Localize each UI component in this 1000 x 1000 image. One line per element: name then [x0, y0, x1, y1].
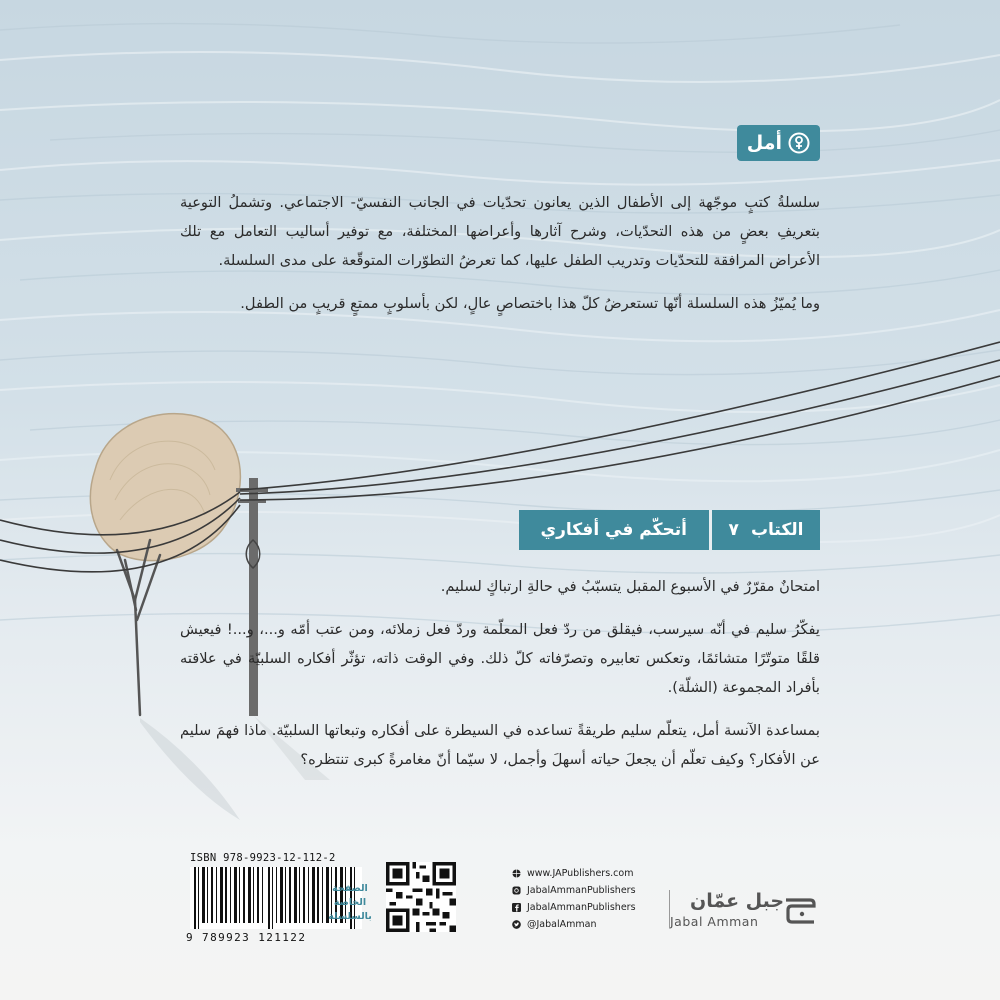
instagram-icon: [512, 886, 521, 895]
book-number: ٧: [728, 520, 739, 540]
series-badge: [737, 125, 820, 161]
qr-code[interactable]: [386, 862, 456, 932]
contact-instagram[interactable]: [512, 882, 636, 899]
publisher-logo: [664, 884, 824, 934]
qr-caption: [320, 882, 380, 924]
synopsis-paragraph: يفكّرُ سليم في أنّه سيرسب، فيقلق من ردّ فعل المعلّمة وردّ فعل زملائه، ومن عتب أمّه و...، و...! فيعيش قلقًا متوتّرًا متشائمًا، وتعكس تعابيره وتصرّفاته كلّ ذلك. وفي الوقت ذاته، تؤثّر أفكاره السلبيّة في علاقته بأفراد المجموعة (الشلّة).: [180, 621, 820, 696]
contact-website[interactable]: [512, 865, 636, 882]
series-description: [180, 188, 820, 332]
contact-text: JabalAmmanPublishers: [527, 885, 636, 896]
qr-caption-line: الصفحة: [332, 883, 368, 894]
synopsis-paragraph: بمساعدة الآنسة أمل، يتعلّم سليم طريقةً تساعده في السيطرة على أفكاره وتبعاتها السلبيّة. ماذا فهمَ سليم عن الأفكار؟ وكيف تعلّم أن يجعلَ حياته أسهلَ وأجمل، لا سيّما أنّ مغامرةً كبرى تنتظره؟: [180, 722, 820, 768]
intro-paragraph: سلسلةُ كتبٍ موجّهة إلى الأطفال الذين يعانون تحدّيات في الجانب النفسيّ- الاجتماعي. وتشملُ التوعية بتعريفِ بعضٍ من هذه التحدّيات، وشرح آثارها وأعراضها المختلفة، مع توفير أساليب التعامل مع تلك الأعراض المرافقة للتحدّيات وتدريب الطفل عليها، كما تعرضُ التطوّرات المتوقّعة على مدى السلسلة.: [180, 194, 820, 269]
book-label: الكتاب: [750, 520, 804, 540]
facebook-icon: [512, 903, 521, 912]
book-tag: [519, 510, 820, 550]
globe-icon: [512, 869, 521, 878]
isbn-number: ISBN 978-9923-12-112-2: [190, 852, 336, 864]
contact-text: www.JAPublishers.com: [527, 868, 634, 879]
publisher-mark-icon: [782, 892, 818, 930]
barcode-digits: 9 789923 121122: [186, 931, 307, 944]
book-synopsis: [180, 572, 820, 788]
book-title: أتحكّم في أفكاري: [519, 510, 709, 550]
contact-facebook[interactable]: [512, 899, 636, 916]
publisher-name-arabic: جبل عمّان: [690, 890, 785, 912]
qr-caption-line: بالسلسلة: [328, 911, 372, 922]
publisher-name-latin: Jabal Amman: [670, 914, 759, 929]
publisher-contacts: [512, 865, 636, 933]
synopsis-paragraph: امتحانٌ مقرّرٌ في الأسبوع المقبل يتسبّبُ في حالةِ ارتباكٍ لسليم.: [440, 578, 820, 595]
series-logo-icon: [788, 132, 810, 154]
twitter-icon: [512, 920, 521, 929]
book-number-box: [709, 510, 820, 550]
intro-paragraph: وما يُميّزُ هذه السلسلة أنّها تستعرضُ كلّ هذا باختصاصٍ عالٍ، لكن بأسلوبٍ ممتعٍ قريبٍ من الطفل.: [240, 295, 820, 312]
series-name: أمل: [746, 132, 782, 154]
tree-crown: [90, 414, 240, 561]
publisher-divider-icon: [664, 890, 676, 928]
contact-text: @JabalAmman: [527, 919, 597, 930]
contact-twitter[interactable]: [512, 916, 636, 933]
contact-text: JabalAmmanPublishers: [527, 902, 636, 913]
qr-caption-line: الخاصة: [333, 897, 367, 908]
